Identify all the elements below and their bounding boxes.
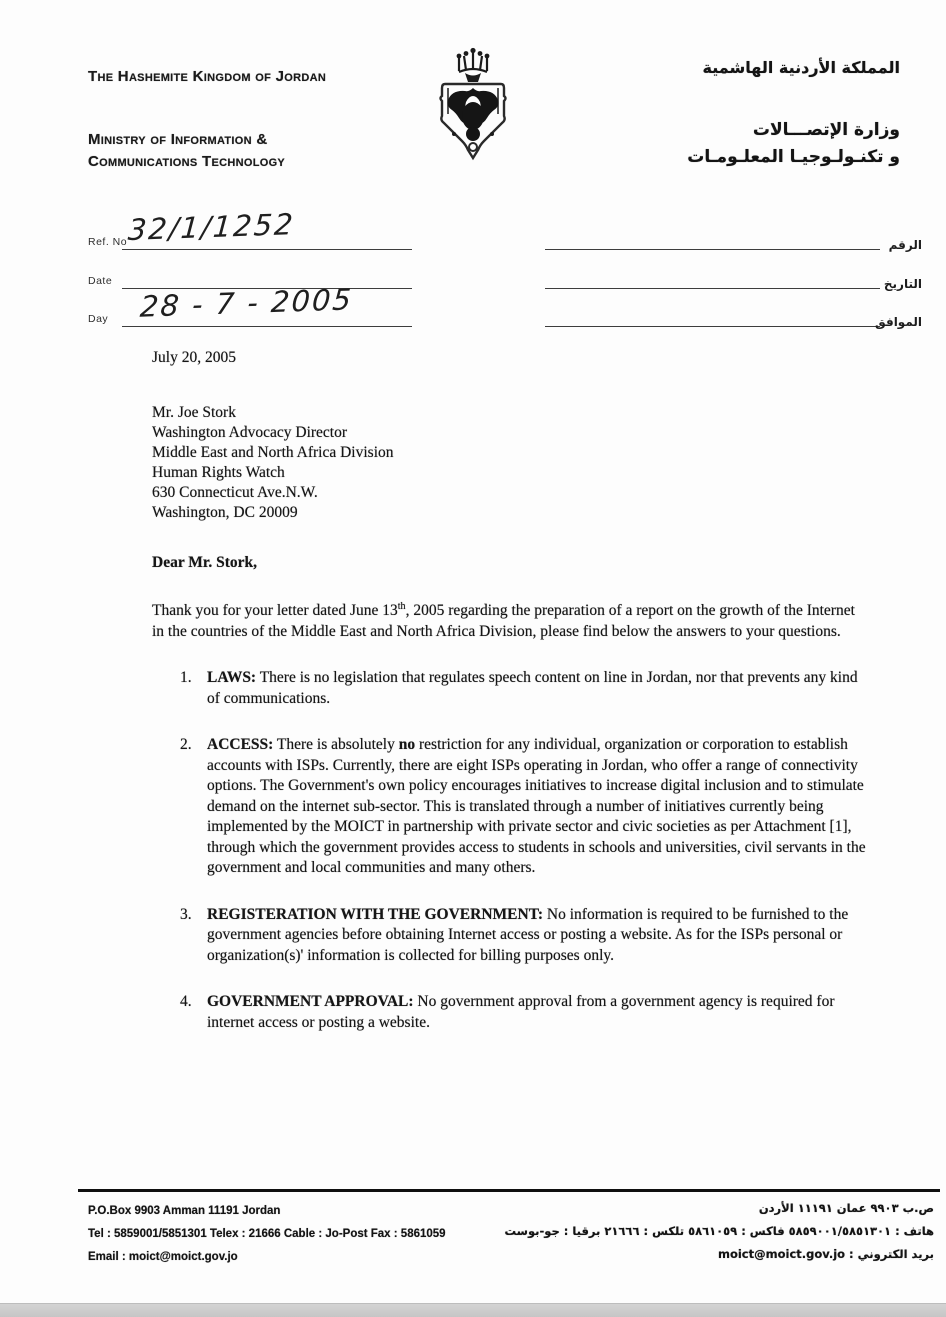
item-number: 1. bbox=[180, 669, 192, 686]
item-text-bold: no bbox=[398, 736, 416, 753]
day-line-right bbox=[545, 326, 880, 327]
footer-contact-arabic bbox=[434, 1197, 934, 1266]
item-text-post: restriction for any individual, organization or corporation to establish accounts with ISPs. Currently, there are eight ISPs operating in Jordan, who offer a range of connectivity options. The Government's own policy encourages initiatives to increase digital inclusion and to stimulate demand on the internet sub-sector. This is translated through a number of initiatives currently being implemented by the MOICT in partnership with private sector and civic societies as per Attachment [1], through which the government provides access to students in schools and universities, civil servants in the government and local communities and many others. bbox=[207, 736, 866, 876]
footer-divider-rule bbox=[78, 1189, 940, 1192]
ref-no-line-right bbox=[545, 249, 880, 250]
salutation: Dear Mr. Stork, bbox=[152, 553, 258, 571]
item-title: GOVERNMENT APPROVAL: bbox=[207, 993, 414, 1010]
item-text: No government approval from a government agency is required for internet access or posting a website. bbox=[207, 993, 835, 1031]
recipient-city: Washington, DC 20009 bbox=[152, 503, 298, 521]
ministry-name-arabic-line2: و تكنـولـوجيـا المعلـومـات bbox=[687, 147, 900, 167]
intro-text-before-superscript: Thank you for your letter dated June 13 bbox=[152, 602, 398, 619]
date-line-right bbox=[545, 288, 880, 289]
ministry-name-arabic-line1: وزارة الإتصـــالات bbox=[752, 120, 900, 140]
item-text: There is no legislation that regulates speech content on line in Jordan, nor that prevents any kind of communications. bbox=[207, 669, 858, 707]
item-title: REGISTERATION WITH THE GOVERNMENT: bbox=[207, 905, 544, 923]
ministry-name-english-line2: Communications Technology bbox=[88, 153, 286, 170]
item-number: 3. bbox=[180, 905, 192, 923]
recipient-division: Middle East and North Africa Division bbox=[152, 443, 394, 461]
item-number: 2. bbox=[180, 736, 192, 753]
recipient-title: Washington Advocacy Director bbox=[152, 423, 348, 441]
letter-body bbox=[152, 348, 866, 1059]
item-text-pre: There is absolutely bbox=[273, 736, 399, 753]
list-item-registration bbox=[180, 905, 866, 967]
intro-paragraph bbox=[152, 601, 866, 642]
item-number: 4. bbox=[180, 993, 192, 1010]
item-text: No information is required to be furnished to the government agencies before obtaining Internet access or posting a website. As for the ISPs personal or organization(s)' information is collected for billing purposes only. bbox=[207, 905, 849, 964]
intro-text-after-superscript: , 2005 regarding the preparation of a report on the growth of the Internet in the countries of the Middle East and North Africa Division, please find below the answers to your questions. bbox=[152, 602, 855, 640]
handwritten-day-date: 28 - 7 - 2005 bbox=[138, 282, 355, 324]
jordan-royal-crest-icon bbox=[428, 44, 518, 166]
scan-edge-strip bbox=[0, 1303, 946, 1317]
footer-tel-telex-cable-fax: Tel : 5859001/5851301 Telex : 21666 Cable : Jo-Post Fax : 5861059 bbox=[88, 1228, 446, 1240]
recipient-organization: Human Rights Watch bbox=[152, 463, 285, 481]
ordinal-superscript: th bbox=[397, 600, 406, 612]
item-title: LAWS: bbox=[207, 669, 257, 686]
numbered-answers-list bbox=[152, 668, 866, 1033]
date-label-arabic: التاريخ bbox=[883, 277, 922, 291]
handwritten-ref-number: 32/1/1252 bbox=[126, 207, 296, 247]
kingdom-name-arabic: المملكة الأردنية الهاشمية bbox=[702, 58, 900, 77]
day-label-arabic: الموافق bbox=[875, 315, 922, 329]
letter-date: July 20, 2005 bbox=[152, 349, 236, 366]
footer-contact-english bbox=[88, 1200, 446, 1269]
recipient-street: 630 Connecticut Ave.N.W. bbox=[152, 483, 318, 501]
footer-email: Email : moict@moict.gov.jo bbox=[88, 1251, 238, 1263]
kingdom-name-english: The Hashemite Kingdom of Jordan bbox=[88, 68, 327, 85]
ministry-name-english-line1: Ministry of Information & bbox=[88, 131, 268, 148]
ref-no-label-arabic: الرقم bbox=[888, 238, 922, 252]
ref-no-line-left bbox=[122, 249, 412, 250]
letterhead-english bbox=[88, 68, 408, 173]
list-item-access bbox=[180, 735, 866, 879]
footer-email-arabic: بريد الكتروني : moict@moict.gov.jo bbox=[717, 1247, 934, 1261]
date-label: Date bbox=[88, 275, 113, 287]
recipient-address-block bbox=[152, 403, 866, 523]
letterhead-arabic bbox=[560, 58, 900, 171]
list-item-laws bbox=[180, 668, 866, 709]
footer-pobox: P.O.Box 9903 Amman 11191 Jordan bbox=[88, 1205, 281, 1217]
date-row bbox=[0, 265, 946, 289]
recipient-name: Mr. Joe Stork bbox=[152, 403, 236, 421]
day-line-left bbox=[122, 326, 412, 327]
footer-pobox-arabic: ص.ب ٩٩٠٣ عمان ١١١٩١ الأردن bbox=[758, 1201, 934, 1215]
day-label: Day bbox=[88, 313, 109, 325]
footer-tel-fax-telex-arabic: هاتف : ٥٨٥٩٠٠١/٥٨٥١٣٠١ فاكس : ٥٨٦١٠٥٩ تلكس : ٢١٦٦٦ برقيا : جو-بوست bbox=[504, 1224, 934, 1238]
list-item-government-approval bbox=[180, 992, 866, 1033]
ref-no-label: Ref. No bbox=[88, 236, 128, 248]
item-title: ACCESS: bbox=[207, 736, 274, 753]
